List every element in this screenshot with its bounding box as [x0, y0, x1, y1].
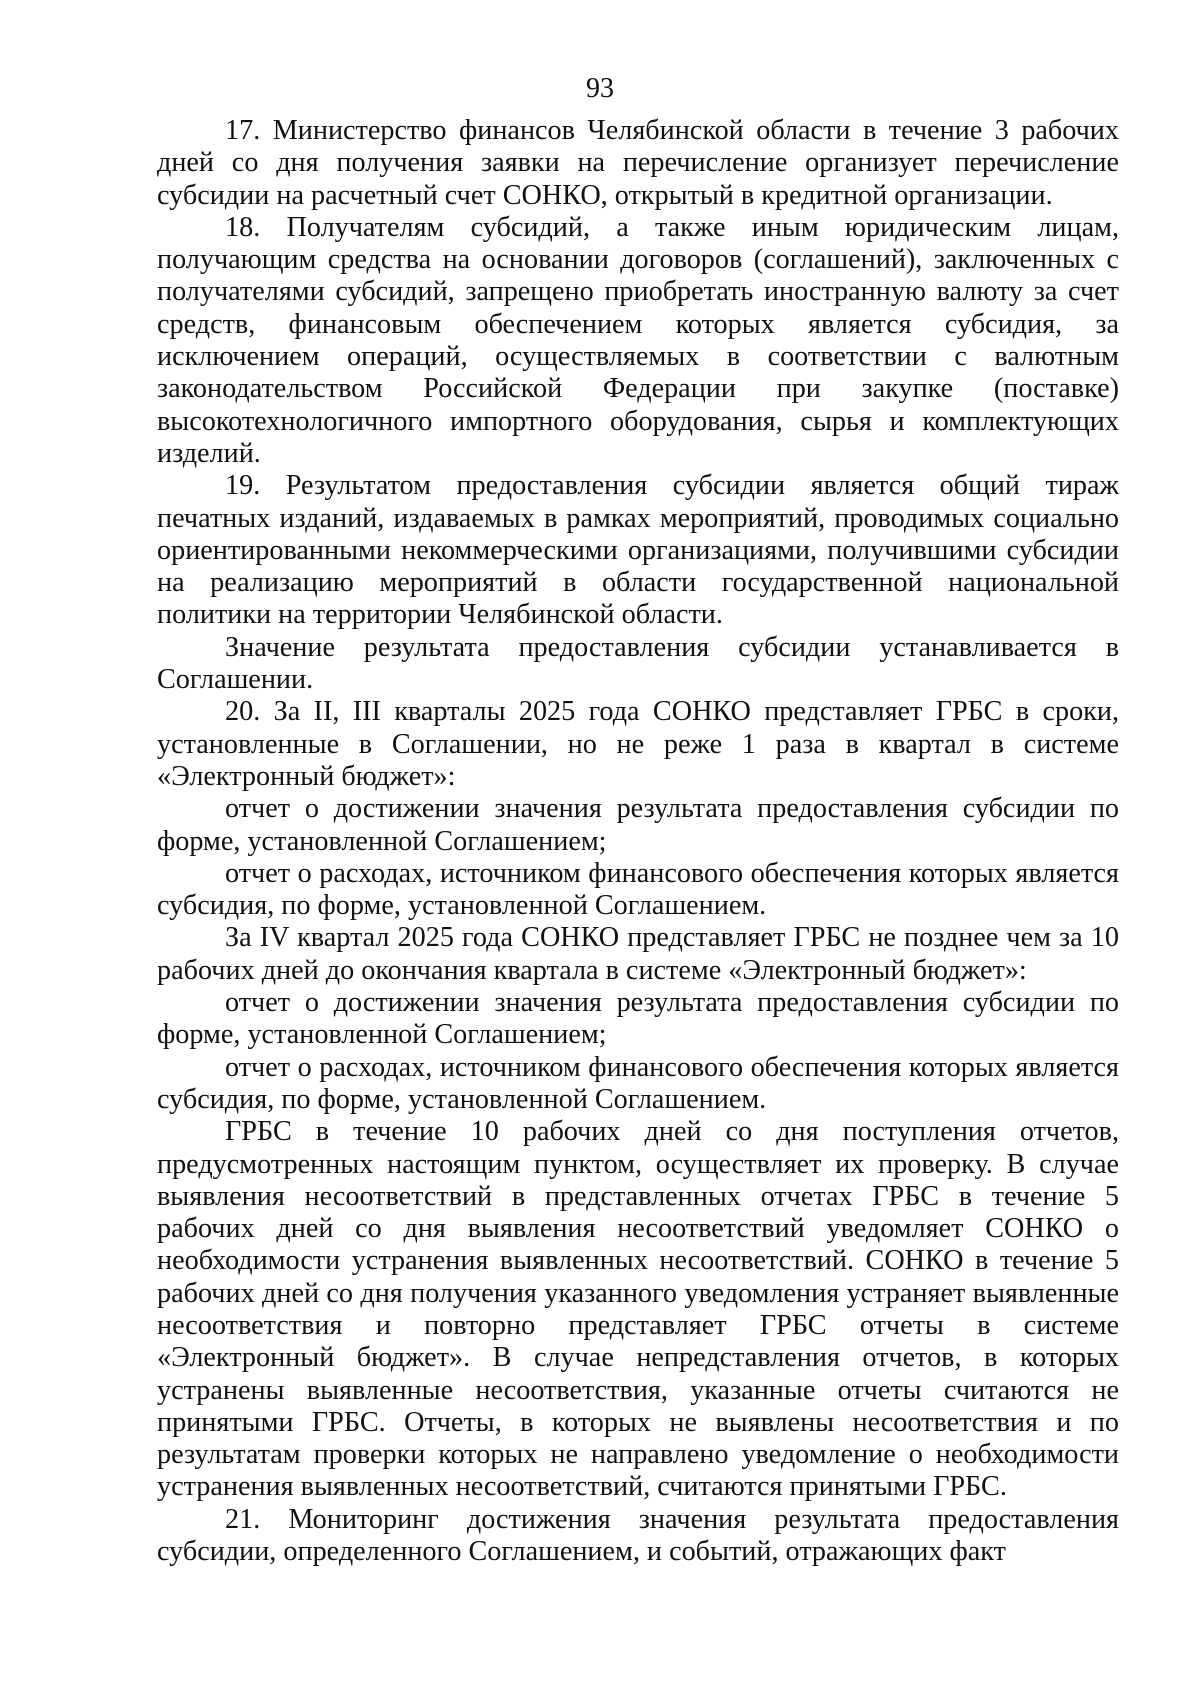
- paragraph-20: 20. За II, III кварталы 2025 года СОНКО представляет ГРБС в сроки, установленные в Соглашении, но не реже 1 раза в квартал в системе «Электронный бюджет»:: [157, 696, 1119, 792]
- paragraph-21: 21. Мониторинг достижения значения результата предоставления субсидии, определенного Соглашением, и событий, отражающих факт: [157, 1503, 1119, 1568]
- paragraph-18: 18. Получателям субсидий, а также иным юридическим лицам, получающим средства на основании договоров (соглашений), заключенных с получателями субсидий, запрещено приобретать иностранную валюту за счет средств, финансовым обеспечением которых является субсидия, за исключением операций, осуществляемых в соответствии с валютным законодательством Российской Федерации при закупке (поставке) высокотехнологичного импортного оборудования, сырья и комплектующих изделий.: [157, 211, 1119, 469]
- paragraph-grbs-review: ГРБС в течение 10 рабочих дней со дня поступления отчетов, предусмотренных настоящим пунктом, осуществляет их проверку. В случае выявления несоответствий в представленных отчетах ГРБС в течение 5 рабочих дней со дня выявления несоответствий уведомляет СОНКО о необходимости устранения выявленных несоответствий. СОНКО в течение 5 рабочих дней со дня получения указанного уведомления устраняет выявленные несоответствия и повторно представляет ГРБС отчеты в системе «Электронный бюджет». В случае непредставления отчетов, в которых устранены выявленные несоответствия, указанные отчеты считаются не принятыми ГРБС. Отчеты, в которых не выявлены несоответствия и по результатам проверки которых не направлено уведомление о необходимости устранения выявленных несоответствий, считаются принятыми ГРБС.: [157, 1116, 1119, 1503]
- paragraph-17: 17. Министерство финансов Челябинской области в течение 3 рабочих дней со дня получения заявки на перечисление организует перечисление субсидии на расчетный счет СОНКО, открытый в кредитной организации.: [157, 115, 1119, 211]
- paragraph-report-achievement-q4: отчет о достижении значения результата предоставления субсидии по форме, установленной Соглашением;: [157, 987, 1119, 1051]
- paragraph-report-expenses-q2-q3: отчет о расходах, источником финансового обеспечения которых является субсидия, по форме, установленной Соглашением.: [157, 857, 1119, 922]
- document-body: [157, 115, 1119, 1568]
- page-number: 93: [586, 73, 614, 104]
- paragraph-report-achievement-q2-q3: отчет о достижении значения результата предоставления субсидии по форме, установленной Соглашением;: [157, 793, 1119, 857]
- paragraph-result-value: Значение результата предоставления субсидии устанавливается в Соглашении.: [157, 631, 1119, 696]
- paragraph-report-expenses-q4: отчет о расходах, источником финансового обеспечения которых является субсидия, по форме, установленной Соглашением.: [157, 1051, 1119, 1115]
- paragraph-19: 19. Результатом предоставления субсидии является общий тираж печатных изданий, издаваемых в рамках мероприятий, проводимых социально ориентированными некоммерческими организациями, получившими субсидии на реализацию мероприятий в области государственной национальной политики на территории Челябинской области.: [157, 470, 1119, 631]
- paragraph-q4-deadline: За IV квартал 2025 года СОНКО представляет ГРБС не позднее чем за 10 рабочих дней до окончания квартала в системе «Электронный бюджет»:: [157, 922, 1119, 986]
